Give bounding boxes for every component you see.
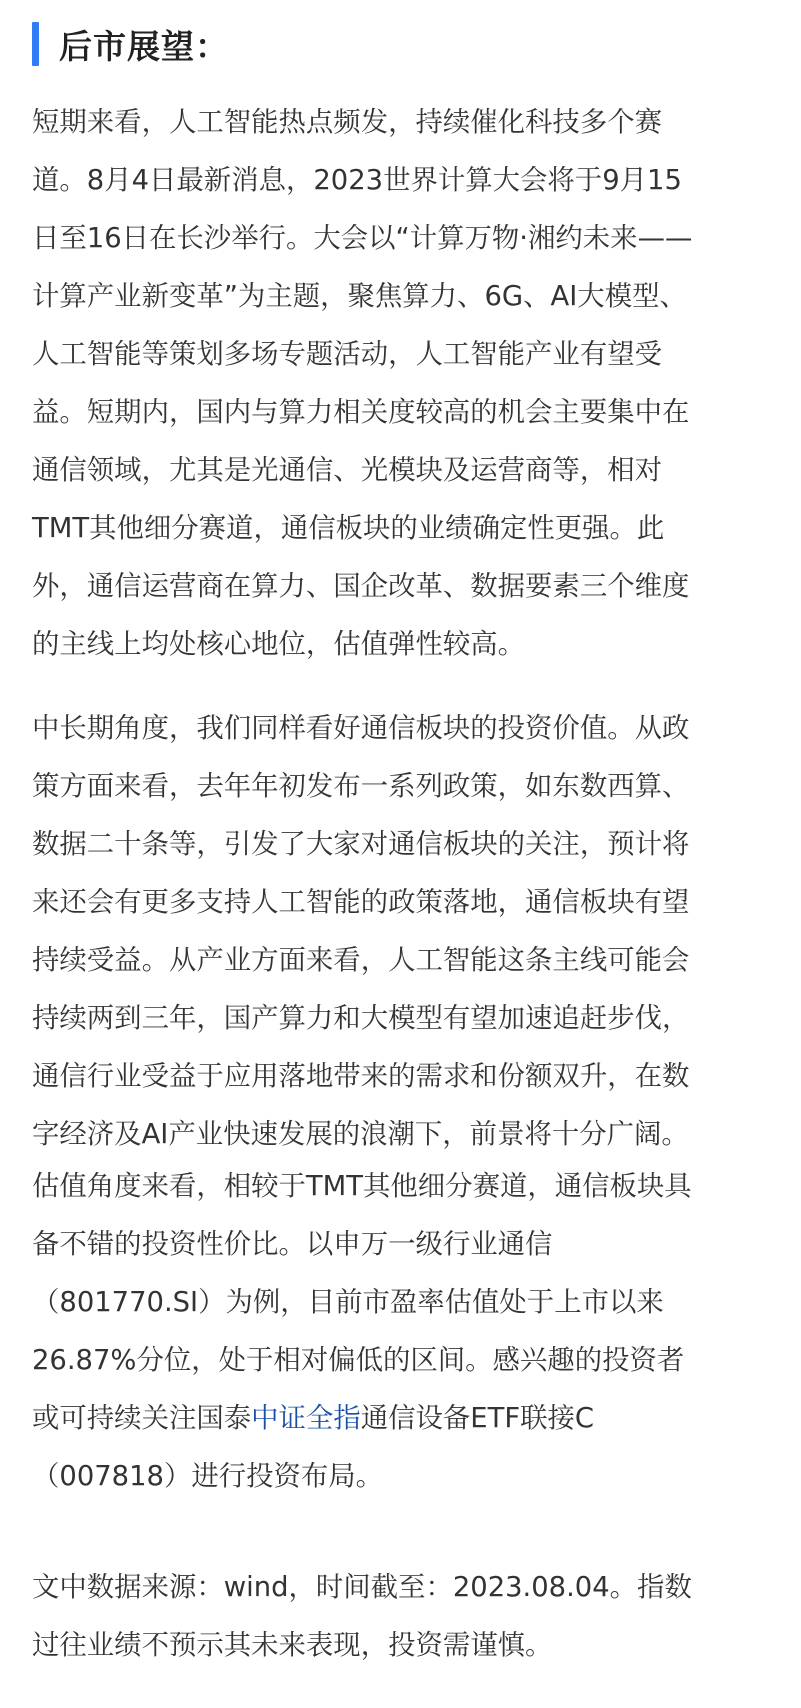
- text-line: TMT其他细分赛道，通信板块的业绩确定性更强。此: [32, 513, 665, 544]
- text-line: 通信行业受益于应用落地带来的需求和份额双升，在数: [32, 1061, 690, 1092]
- paragraph-valuation: [32, 1158, 772, 1506]
- text-line: 短期来看，人工智能热点频发，持续催化科技多个赛: [32, 107, 662, 138]
- text-line: 人工智能等策划多场专题活动，人工智能产业有望受: [32, 339, 662, 370]
- text-line: 数据二十条等，引发了大家对通信板块的关注，预计将: [32, 829, 690, 860]
- text-line: 通信领域，尤其是光通信、光模块及运营商等，相对: [32, 455, 662, 486]
- text-line: 日至16日在长沙举行。大会以“计算万物·湘约未来——: [32, 223, 693, 254]
- text-line: 过往业绩不预示其未来表现，投资需谨慎。: [32, 1630, 553, 1661]
- text-line: 字经济及AI产业快速发展的浪潮下，前景将十分广阔。: [32, 1119, 689, 1150]
- link-line-after: 通信设备ETF联接C: [360, 1403, 594, 1434]
- text-line: 计算产业新变革”为主题，聚焦算力、6G、AI大模型、: [32, 281, 687, 312]
- text-line: 益。短期内，国内与算力相关度较高的机会主要集中在: [32, 397, 690, 428]
- text-line: （007818）进行投资布局。: [32, 1461, 384, 1492]
- link-line-before: 或可持续关注国泰: [32, 1403, 252, 1434]
- paragraph-long-term: [32, 700, 772, 1164]
- text-line: 持续两到三年，国产算力和大模型有望加速追赶步伐，: [32, 1003, 690, 1034]
- text-line: 来还会有更多支持人工智能的政策落地，通信板块有望: [32, 887, 690, 918]
- text-line: 的主线上均处核心地位，估值弹性较高。: [32, 629, 526, 660]
- text-line: （801770.SI）为例，目前市盈率估值处于上市以来: [32, 1287, 664, 1318]
- paragraph-short-term: [32, 94, 772, 674]
- text-line: 26.87%分位，处于相对偏低的区间。感兴趣的投资者: [32, 1345, 685, 1376]
- section-heading: [32, 22, 229, 66]
- text-line: 道。8月4日最新消息，2023世界计算大会将于9月15: [32, 165, 682, 196]
- text-line: 文中数据来源：wind，时间截至：2023.08.04。指数: [32, 1572, 692, 1603]
- paragraph-disclaimer: [32, 1559, 772, 1675]
- text-line: 外，通信运营商在算力、国企改革、数据要素三个维度: [32, 571, 690, 602]
- heading-title: 后市展望：: [59, 26, 229, 66]
- text-line: 策方面来看，去年年初发布一系列政策，如东数西算、: [32, 771, 690, 802]
- heading-accent-bar: [32, 22, 39, 66]
- index-link[interactable]: 中证全指: [251, 1403, 361, 1434]
- text-line: 估值角度来看，相较于TMT其他细分赛道，通信板块具: [32, 1171, 692, 1202]
- text-line: 备不错的投资性价比。以申万一级行业通信: [32, 1229, 553, 1260]
- text-line-with-link: [32, 1390, 772, 1448]
- text-line: 持续受益。从产业方面来看，人工智能这条主线可能会: [32, 945, 690, 976]
- text-line: 中长期角度，我们同样看好通信板块的投资价值。从政: [32, 713, 690, 744]
